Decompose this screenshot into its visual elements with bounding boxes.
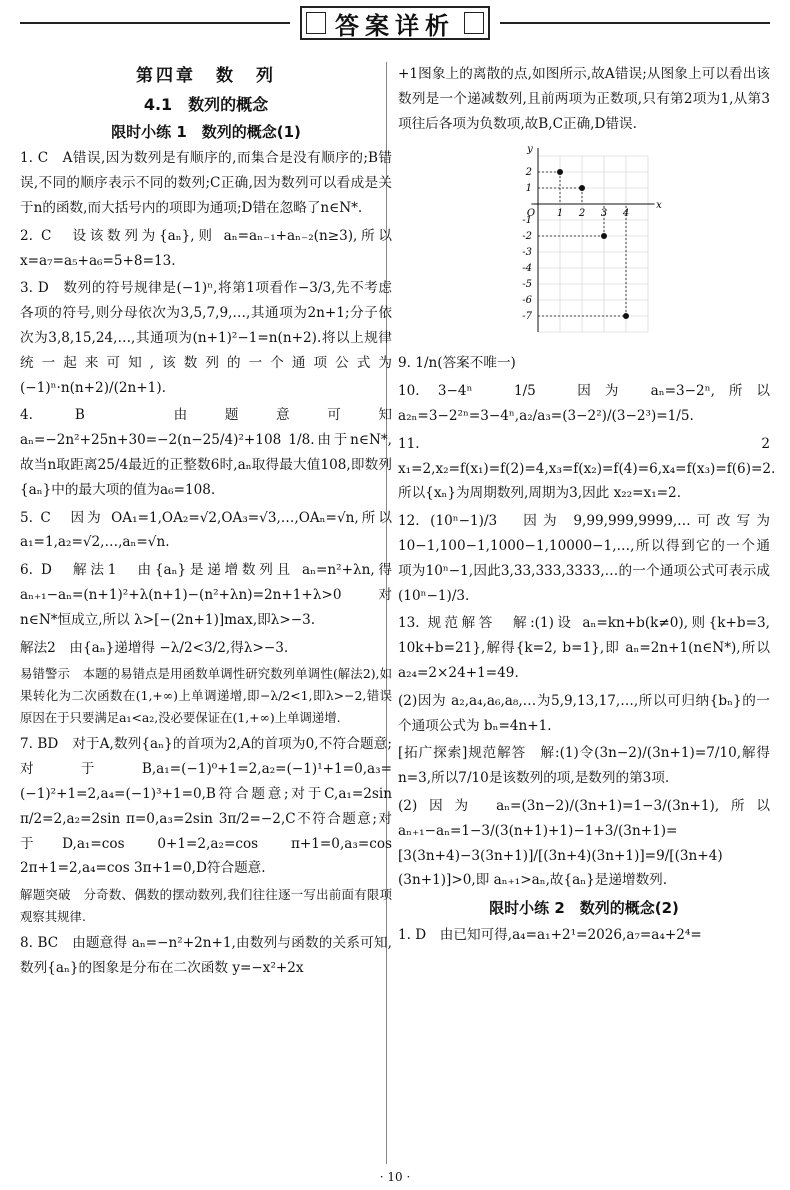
answer-6: 6. D 解法1 由{aₙ}是递增数列且 aₙ=n²+λn,得 aₙ₊₁−aₙ=(n+1)²+λ(n+1)−(n²+λn)=2n+1+λ>0 对n∈N*恒成立,所以 λ>[−(2n+1)]max,即λ>−3. bbox=[20, 562, 392, 628]
answer-8-continued: +1图象上的离散的点,如图所示,故A错误;从图象上可以看出该数列是一个递减数列,且前两项为正数项,只有第2项为1,从第3项往后各项为负数项,故B,C正确,D错误. bbox=[398, 66, 770, 132]
answer-13-part-2: (2)因为 a₂,a₄,a₆,a₈,…为5,9,13,17,…,所以可归纳{bₙ}的一个通项公式为 bₙ=4n+1. bbox=[398, 692, 770, 734]
data-point bbox=[623, 313, 629, 319]
answer-11: 11. 2 x₁=2,x₂=f(x₁)=f(2)=4,x₃=f(x₂)=f(4)=6,x₄=f(x₃)=f(6)=2.所以{xₙ}为周期数列,周期为3,因此 x₂₂=x₁=2. bbox=[398, 435, 784, 502]
chapter-title: 第四章 数 列 bbox=[136, 66, 276, 86]
x-tick-label: 3 bbox=[600, 208, 608, 220]
answer-3: 3. D 数列的符号规律是(−1)ⁿ,将第1项看作−3/3,先不考虑各项的符号,则分母依次为3,5,7,9,…,其通项为2n+1;分子依次为3,8,15,24,…,其通项为(n+1)²−1=n(n+2).将以上规律统一起来可知,该数列的一个通项公式为(−1)ⁿ·n(n+2)/(2n+1). bbox=[20, 280, 392, 396]
x-tick-label: 4 bbox=[622, 208, 630, 220]
y-tick-label: -2 bbox=[522, 231, 532, 243]
extension-part-2: (2)因为 aₙ=(3n−2)/(3n+1)=1−3/(3n+1),所以 aₙ₊₁−aₙ=1−3/(3(n+1)+1)−1+3/(3n+1)=[3(3n+4)−3(3n+1)]/[(3n+4)(3n+1)]=9/[(3n+4)(3n+1)]>0,即 aₙ₊₁>aₙ,故{aₙ}是递增数列. bbox=[398, 797, 770, 889]
y-tick-label: -1 bbox=[522, 215, 532, 227]
banner-rule-left bbox=[20, 22, 290, 24]
x-axis-label: x bbox=[656, 200, 662, 212]
answer-7: 7. BD 对于A,数列{aₙ}的首项为2,A的首项为0,不符合题意;对于B,a₁=(−1)⁰+1=2,a₂=(−1)¹+1=0,a₃=(−1)²+1=2,a₄=(−1)³+1=0,B符合题意;对于C,a₁=2sin π/2=2,a₂=2sin π=0,a₃=2sin 3π/2=−2,C不符合题意;对于D,a₁=cos 0+1=2,a₂=cos π+1=0,a₃=cos 2π+1=2,a₄=cos 3π+1=0,D符合题意. bbox=[20, 736, 392, 877]
solution-breakthrough-note: 解题突破 分奇数、偶数的摆动数列,我们往往逐一写出前面有限项观察其规律. bbox=[20, 887, 392, 925]
page-banner bbox=[300, 6, 490, 40]
y-tick-label: 1 bbox=[525, 183, 532, 195]
practice-2-title: 限时小练 2 数列的概念(2) bbox=[489, 899, 679, 918]
y-tick-label: -6 bbox=[522, 295, 532, 307]
answer-12: 12. (10ⁿ−1)/3 因为 9,99,999,9999,…可改写为10−1,100−1,1000−1,10000−1,…,所以得到它的一个通项为10ⁿ−1,因此3,33,333,3333,…的一个通项公式可表示成(10ⁿ−1)/3. bbox=[398, 513, 770, 604]
banner-title: 答案详析 bbox=[335, 11, 455, 40]
practice-2-answer-1: 1. D 由已知可得,a₄=a₁+2¹=2026,a₇=a₄+2⁴= bbox=[398, 926, 702, 943]
data-point bbox=[579, 185, 585, 191]
left-column bbox=[20, 62, 392, 984]
practice-title: 限时小练 1 数列的概念(1) bbox=[111, 122, 301, 141]
answer-1: 1. C A错误,因为数列是有顺序的,而集合是没有顺序的;B错误,不同的顺序表示不同的数列;C正确,因为数列可以看成是关于n的函数,而大括号内的项即为通项;D错在忽略了n∈N*. bbox=[20, 150, 392, 216]
answer-9: 9. 1/n(答案不唯一) bbox=[398, 355, 516, 372]
sequence-graph bbox=[508, 142, 662, 347]
y-tick-label: -5 bbox=[522, 279, 532, 291]
answer-8: 8. BC 由题意得 aₙ=−n²+2n+1,由数列与函数的关系可知,数列{aₙ}的图象是分布在二次函数 y=−x²+2x bbox=[20, 935, 392, 976]
section-title: 4.1 数列的概念 bbox=[143, 94, 269, 114]
data-point bbox=[557, 169, 563, 175]
y-tick-label: -4 bbox=[522, 263, 532, 275]
answer-2: 2. C 设该数列为{aₙ},则 aₙ=aₙ₋₁+aₙ₋₂(n≥3),所以 x=a₇=a₅+a₆=5+8=13. bbox=[20, 227, 392, 269]
answer-10: 10. 3−4ⁿ 1/5 因为 aₙ=3−2ⁿ,所以 a₂ₙ=3−2²ⁿ=3−4ⁿ,a₂/a₃=(3−2²)/(3−2³)=1/5. bbox=[398, 383, 770, 424]
x-tick-label: 1 bbox=[556, 208, 564, 220]
y-tick-label: -7 bbox=[522, 311, 532, 323]
answer-6-method-2: 解法2 由{aₙ}递增得 −λ/2<3/2,得λ>−3. bbox=[20, 639, 289, 656]
error-warning-note: 易错警示 本题的易错点是用函数单调性研究数列单调性(解法2),如果转化为二次函数在(1,+∞)上单调递增,即−λ/2<1,即λ>−2,错误原因在于只要满足a₁<a₂,没必要保证在(1,+∞)上单调递增. bbox=[20, 666, 392, 726]
answer-4: 4. B 由题意可知 aₙ=−2n²+25n+30=−2(n−25/4)²+108 1/8.由于n∈N*,故当n取距离25/4最近的正整数6时,aₙ取得最大值108,即数列{aₙ}中的最大项的值为a₆=108. bbox=[20, 407, 392, 498]
y-tick-label: 2 bbox=[525, 167, 532, 179]
y-axis-label: y bbox=[527, 144, 533, 156]
banner-rule-right bbox=[500, 22, 770, 24]
answer-5: 5. C 因为 OA₁=1,OA₂=√2,OA₃=√3,…,OAₙ=√n,所以 a₁=1,a₂=√2,…,aₙ=√n. bbox=[20, 509, 392, 551]
x-tick-label: 2 bbox=[578, 208, 586, 220]
data-point bbox=[601, 233, 607, 239]
extension-part-1: [拓广探索]规范解答 解:(1)令(3n−2)/(3n+1)=7/10,解得 n=3,所以7/10是该数列的项,是数列的第3项. bbox=[398, 745, 770, 787]
y-tick-label: -3 bbox=[522, 247, 532, 259]
page-number: · 10 · bbox=[379, 1170, 411, 1184]
answer-13-part-1: 13. 规范解答 解:(1)设 aₙ=kn+b(k≠0),则{k+b=3, 10k+b=21},解得{k=2, b=1},即 aₙ=2n+1(n∈N*),所以 a₂₄=2×24+1=49. bbox=[398, 615, 770, 681]
right-column bbox=[398, 62, 784, 951]
origin-label: O bbox=[526, 208, 536, 220]
